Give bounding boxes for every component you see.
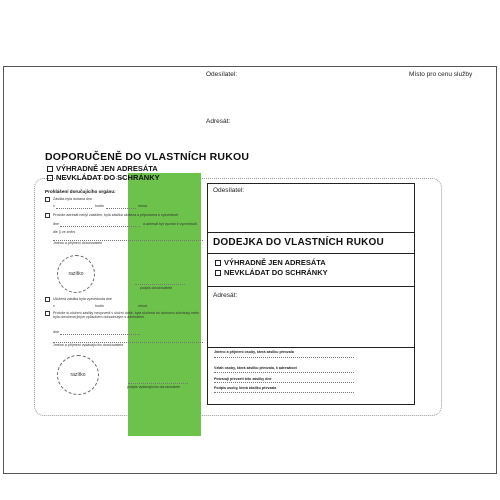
checkbox-icon — [215, 270, 221, 276]
signature-label-2: podpis vydávajícího doručovatele — [127, 385, 181, 389]
divider — [208, 253, 414, 254]
stored-at-text: dle § ve znění — [53, 230, 76, 234]
receipt-title: DODEJKA DO VLASTNÍCH RUKOU — [213, 237, 384, 248]
line — [106, 208, 136, 209]
notice-text: a adresát byl vyzván k vyzvednutí — [143, 222, 197, 226]
receipt-option-1: VÝHRADNĚ JEN ADRESÁTA — [215, 258, 326, 267]
checkbox-icon — [215, 260, 221, 266]
line — [214, 392, 354, 393]
checkbox-icon — [45, 311, 50, 316]
signature-label: podpis doručovatele — [140, 286, 173, 290]
returned-time-v: v — [53, 304, 55, 308]
envelope-option-1: VÝHRADNĚ JEN ADRESÁTA — [47, 164, 158, 173]
recipient-sign-label: Podpis osoby, která zásilku převzala — [214, 386, 277, 390]
checkbox-icon — [47, 175, 53, 181]
delivery-date-label: Potvrzují převzetí této zásilky dne — [214, 377, 272, 381]
line — [214, 357, 354, 358]
declaration-heading: Prohlášení doručujícího orgánu: — [45, 189, 116, 194]
name-label-2: Jméno a příjmení vydávajícího doručovatele — [53, 343, 124, 347]
receipt-option-2: NEVKLÁDAT DO SCHRÁNKY — [215, 268, 328, 277]
delivered-row: Zásilka byla dodána dne — [45, 197, 92, 202]
returned-time-minute: minut. — [138, 304, 148, 308]
addressee-label: Adresát: — [206, 118, 231, 125]
name-label: Jméno a příjmení doručovatele — [53, 241, 103, 245]
envelope-title: DOPORUČENĚ DO VLASTNÍCH RUKOU — [45, 151, 250, 163]
handed-to-label: Vztah osoby, která zásilku převzala, k adresátovi — [214, 366, 297, 370]
sender-label: Odesílatel: — [206, 71, 238, 78]
envelope-option-2: NEVKLÁDAT DO SCHRÁNKY — [47, 173, 160, 182]
returned-time-hour: hodin — [95, 304, 104, 308]
line — [56, 208, 92, 209]
delivered-time-minute: minut. — [138, 204, 148, 208]
postage-label: Místo pro cenu služby — [409, 71, 473, 78]
refused-date: dne — [53, 330, 59, 334]
delivered-time-v: v — [53, 204, 55, 208]
checkbox-icon — [47, 166, 53, 172]
receipt-panel — [207, 183, 415, 405]
recipient-name-label: Jméno a příjmení osoby, která zásilku převzala — [214, 350, 294, 354]
refused-row: Protože si uložení zásilky nevyzvedl v uložní době, byla uložena do domovní schránky nebo byla doručena jiným způsobem dohodnutým s adresátem — [45, 311, 205, 320]
line — [135, 284, 185, 285]
line — [214, 372, 354, 373]
divider — [208, 232, 414, 233]
stamp-circle-2: razítko — [57, 355, 99, 395]
delivered-time-hour: hodin — [95, 204, 104, 208]
divider — [208, 347, 414, 348]
divider — [208, 286, 414, 287]
line — [214, 382, 354, 383]
line — [60, 226, 140, 227]
checkbox-icon — [45, 197, 50, 202]
line — [128, 383, 188, 384]
not-found-row: Protože adresát nebyl zastižen, byla zásilka uložena a připravena k vyzvednutí — [45, 213, 205, 218]
line — [60, 334, 140, 335]
checkbox-icon — [45, 213, 50, 218]
checkbox-icon — [45, 297, 50, 302]
receipt-sender-label: Odesílatel: — [213, 187, 245, 194]
receipt-addressee-label: Adresát: — [213, 292, 238, 299]
returned-row: Uložená zásilka byla vyzvednuta dne — [45, 297, 112, 302]
stamp-circle-1: razítko — [57, 255, 95, 293]
not-found-date: dne — [53, 222, 59, 226]
